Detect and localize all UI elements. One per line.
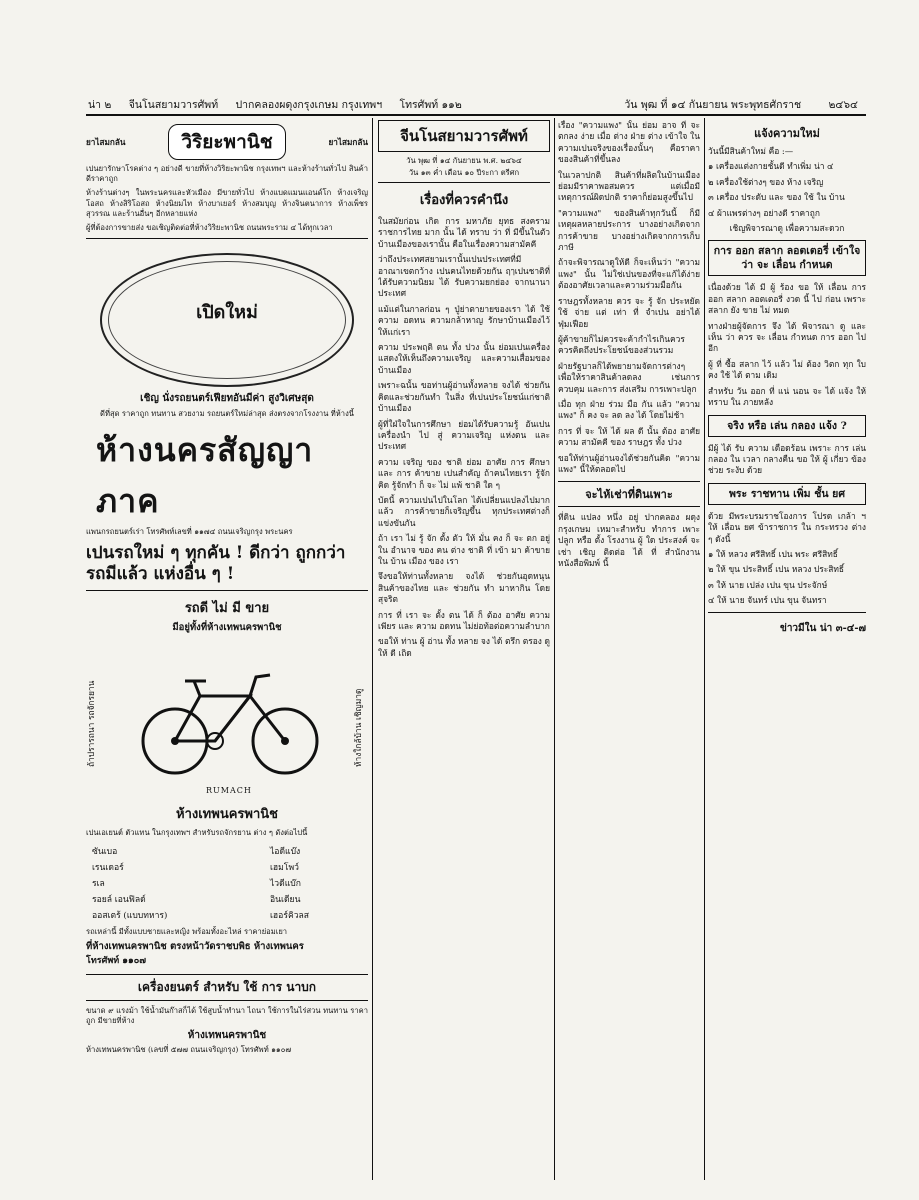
bike-brand-cell: เรนเดอร์ (92, 862, 124, 873)
page-header (88, 96, 858, 113)
dateline-lunar: วัน ๑๓ ค่ำ เดือน ๑๐ ปีระกา ตรีศก (408, 168, 520, 177)
bike-ad-heading: รถดี ไม่ มี ขาย (184, 601, 270, 617)
editorial-paragraph: เพราะฉนั้น ขอท่านผู้อ่านทั้งหลาย จงได้ ช่วยกันคิดและช่วยกันทำ ในสิ่ง ที่เปนประโยชน์แก่ชาติบ้านเมือง (378, 380, 550, 414)
bike-brand-cell: เฮมโพว์ (269, 862, 299, 873)
engine-ad-heading: เครื่องยนตร์ สำหรับ ใช้ การ นาบก (86, 974, 368, 1001)
bike-brand-cell: ไวดีแบ๊ก (269, 878, 301, 889)
bike-shop-footer: ที่ห้างเทพนครพานิช ตรงหน้าวัดราชบพิธ ห้างเทพนคร (86, 940, 304, 952)
divider (708, 612, 866, 613)
bike-brand-label: RUMACH (206, 786, 252, 796)
lottery-notice-box (708, 240, 866, 276)
car-ad-intro: เชิญ นั่งรถยนตร์เฟียทอันมีค่า สูงวิเศษสุด (140, 393, 314, 405)
viriya-body-1: เปนยารักษาโรคต่าง ๆ อย่างดี ขายที่ห้างวิริยะพานิช กรุงเทพฯ และห้างร้านทั่วไป สินค้าดีราคาถูก (86, 164, 368, 184)
viriya-label-right: ยาไสมกลัน (328, 136, 368, 147)
table-row (86, 891, 368, 907)
divider (86, 238, 368, 239)
article-paragraph: เมื่อ ทุก ฝ่าย ร่วม มือ กัน แล้ว "ความแพง" ก็ คง จะ ลด ลง ได้ โดยไม่ช้า (558, 398, 700, 421)
table-row (86, 907, 368, 923)
article-paragraph: ฝ่ายรัฐบาลก็ได้พยายามจัดการต่างๆ เพื่อให้ราคาสินค้าลดลง เช่นการ ควบคุม และการ ส่งเสริม การเพาะปลูก (558, 360, 700, 394)
editorial-paragraph: ถ้า เรา ไม่ รู้ จัก ตั้ง ตัว ให้ มั่น คง ก็ จะ ตก อยู่ ใน อำนาจ ของ คน ต่าง ชาติ ที่ เข้า มา ค้าขาย ใน บ้าน เมือง ของ เรา (378, 533, 550, 566)
notice-title: แจ้งความใหม่ (754, 127, 820, 140)
paper-location: ปากคลองผดุงกรุงเกษม กรุงเทพฯ (235, 99, 383, 111)
editorial-title: เรื่องที่ควรคำนึง (419, 193, 509, 208)
editorial-paragraph: ความ ประพฤติ ตน ทั้ง ปวง นั้น ย่อมเปนเครื่องแสดงให้เห็นถึงความเจริญ และความเสื่อมของบ้านเมือง (378, 342, 550, 375)
paper-name-header: จีนโนสยามวารศัพท์ (128, 99, 219, 111)
promotion-item: ๒ ให้ ขุน ประสิทธิ์ เปน หลวง ประสิทธิ์ (708, 564, 845, 575)
column-notices (708, 120, 866, 1178)
issue-date: วัน พุฒ ที่ ๑๔ กันยายน พระพุทธศักราช (624, 99, 802, 111)
promotion-notice-title: พระ ราชทาน เพิ่ม ชั้น ยศ (728, 487, 846, 500)
engine-ad-body: ขนาด ๙ แรงม้า ใช้น้ำมันก๊าสก็ได้ ใช้สูบน้ำทำนา ไถนา ใช้การในไร่สวน ทนทาน ราคาถูก มีขายที่ห้าง (86, 1005, 368, 1025)
notice-intro: วันนี้มีสินค้าใหม่ คือ :— (708, 146, 794, 156)
bike-shop-desc: เปนเอเยนต์ ตัวแทน ในกรุงเทพฯ สำหรับรถจักรยาน ต่าง ๆ ดังต่อไปนี้ (86, 828, 308, 838)
paper-phone: โทรศัพท์ ๑๑๒ (399, 99, 462, 111)
table-row (86, 875, 368, 891)
article-paragraph: "ความแพง" ของสินค้าทุกวันนี้ ก็มีเหตุผลหลายประการ บางอย่างเกิดจากการค้าขาย บางอย่างเกิดจากการเก็บภาษี (558, 207, 700, 253)
bike-brand-table (86, 843, 368, 923)
editorial-paragraph: ความ เจริญ ของ ชาติ ย่อม อาศัย การ ศึกษา และ การ ค้าขาย เปนสำคัญ ถ้าคนไทยเรา รู้จักคิด รู้จักทำ ก็ จะ ไม่ แพ้ ชาติ ใด ๆ (378, 456, 550, 490)
promotion-paragraph: ด้วย มีพระบรมราชโองการ โปรด เกล้า ฯ ให้ เลื่อน ยศ ข้าราชการ ใน กระทรวง ต่าง ๆ ดังนี้ (708, 510, 866, 544)
bike-brand-cell: เฮอร์คิวลส (269, 910, 310, 921)
bike-brand-cell: ไอดีแบ๊ง (269, 846, 301, 857)
notice-item: ๓ เครื่อง ประดับ และ ของ ใช้ ใน บ้าน (708, 192, 845, 203)
bike-brand-cell: อินเดียน (269, 894, 301, 905)
article-paragraph: ในเวลาปกติ สินค้าที่ผลิตในบ้านเมืองย่อมมีราคาพอสมควร แต่เมื่อมีเหตุการณ์ผิดปกติ ราคาก็ย่อมสูงขึ้นไป (558, 169, 700, 203)
notice-sign: เชิญพิจารณาดู เพื่อความสะดวก (729, 223, 845, 234)
bike-shop-name: ห้างเทพนครพานิช (176, 807, 278, 823)
lottery-notice-title: การ ออก สลาก ลอตเตอรี่ เข้าใจ ว่า จะ เลื่อน กำหนด (713, 245, 861, 272)
editorial-paragraph: ขอให้ ท่าน ผู้ อ่าน ทั้ง หลาย จง ได้ ตรึก ตรอง ดู ให้ ดี เถิด (378, 636, 550, 658)
continued-page-ref: ข่าวมีใน น่า ๓-๔-๗ (779, 622, 866, 634)
editorial-paragraph: การ ที่ เรา จะ ตั้ง ตน ได้ ก็ ต้อง อาศัย ความ เพียร และ ความ อดทน ไม่ย่อท้อต่อความลำบาก (378, 609, 550, 631)
article-paragraph: เรื่อง "ความแพง" นั้น ย่อม อาจ ที่ จะ ตกลง ง่าย เมื่อ ต่าง ฝ่าย ต่าง เข้าใจ ในความเปนจริงของเรื่องนั้นๆ คือราคาของสินค้าที่ขึ้นลง (558, 120, 700, 165)
bike-side-label-right: ห้างใกล้บ้าน เชิญมาดู (353, 689, 363, 768)
bike-footer-note: รถเหล่านี้ มีทั้งแบบชายและหญิง พร้อมทั้งอะไหล่ ราคาย่อมเยา (86, 926, 288, 936)
column-advertisements (86, 120, 368, 1178)
column-editorial (378, 120, 550, 1178)
column-article-continued (558, 120, 700, 1178)
lottery-paragraph: ผู้ ที่ ซื้อ สลาก ไว้ แล้ว ไม่ ต้อง วิตก ทุก ใบ คง ใช้ ได้ ตาม เดิม (708, 358, 866, 381)
new-shop-oval-frame (100, 253, 354, 387)
editorial-paragraph: แม้แต่ในกาลก่อน ๆ ปู่ย่าตายายของเรา ได้ ใช้ ความ อดทน ความกล้าหาญ รักษาบ้านเมืองไว้ให้แก่เรา (378, 303, 550, 337)
bike-illustration-area (86, 637, 368, 797)
article-paragraph: ขอให้ท่านผู้อ่านจงได้ช่วยกันคิด "ความแพง" นี้ให้ตลอดไป (558, 452, 700, 474)
shop-address-line: แพนกรถยนตร์เร่า โทรศัพท์เลขที่ ๑๑๗๔ ถนนเจริญกรุง พระนคร (86, 526, 293, 536)
viriya-brand-logo: วิริยะพานิช (168, 124, 285, 160)
viriya-body-2: ห้างร้านต่างๆ ในพระนครและหัวเมือง มีขายทั่วไป ห้างแบดแมนแอนด์โก ห้างเจริญโอสถ ห้างสิริโอสถ ห้างนิยมไท ห้างบาเยอร์ ห้างสมบุญ ห้างจินตนาการ ห้างเพ็ชรสุวรรณ และร้านอื่นๆ อีกหลายแห่ง (86, 188, 368, 218)
promotion-notice-box (708, 483, 866, 505)
lottery-paragraph: สำหรับ วัน ออก ที่ แน่ นอน จะ ได้ แจ้ง ให้ ทราบ ใน ภายหลัง (708, 385, 866, 408)
bike-brand-cell: ซันเบอ (92, 846, 118, 857)
drum-notice-title: จริง หรือ เล่น กลอง แจ้ง ? (727, 419, 847, 432)
editorial-paragraph: ผู้ที่ใฝ่ใจในการศึกษา ย่อมได้รับความรู้ อันเปนเครื่องนำ ไป สู่ ความเจริญ แห่งตน และ ประเทศ (378, 418, 550, 452)
promotion-item: ๓ ให้ นาย เปล่ง เปน ขุน ประจักษ์ (708, 579, 828, 590)
header-rule (86, 114, 866, 116)
column-rule-1 (372, 118, 373, 1180)
bike-brand-cell: รเล (92, 878, 105, 889)
table-row (86, 859, 368, 875)
viriya-label-left: ยาไสมกลัน (86, 136, 126, 147)
bike-phone-footer: โทรศัพท์ ๑๑๐๗ (86, 956, 146, 967)
new-shop-oval-text: เปิดใหม่ (196, 302, 258, 324)
masthead-dateline (378, 155, 550, 183)
bike-brand-cell: ออสเตร้ (แบบทหาร) (92, 910, 168, 921)
lottery-paragraph: ทางฝ่ายผู้จัดการ จึง ได้ พิจารณา ดู และ เห็น ว่า ควร จะ เลื่อน กำหนด การ ออก ไป อีก (708, 320, 866, 354)
promotion-item: ๔ ให้ นาย จันทร์ เปน ขุน จันทรา (708, 595, 827, 606)
bike-ad-caption: มีอยู่ทั้งที่ห้างเทพนครพานิช (172, 622, 282, 634)
article-paragraph: ถ้าจะพิจารณาดูให้ดี ก็จะเห็นว่า "ความแพง" นั้น ไม่ใช่เปนของที่จะแก้ได้ง่าย ต้องอาศัยเวลาและความร่วมมือกัน (558, 257, 700, 291)
car-slogan: เปนรถใหม่ ๆ ทุกคัน ! ดีกว่า ถูกกว่า รถมีแล้ว แห่งอื่น ๆ ! (86, 543, 346, 585)
car-ad-body: ดีที่สุด ราคาถูก ทนทาน สวยงาม รถยนตร์ใหม่ล่าสุด ส่งตรงจากโรงงาน ที่ห้างนี้ (100, 408, 354, 418)
column-rule-3 (704, 118, 705, 1180)
article-paragraph: ผู้ค้าขายก็ไม่ควรจะค้ากำไรเกินควร ควรคิดถึงประโยชน์ของส่วนรวม (558, 333, 685, 356)
bike-brand-cell: รอยล์ เอนฟิลด์ (92, 894, 146, 905)
bicycle-icon (130, 641, 330, 791)
masthead: จีนโนสยามวารศัพท์ (378, 120, 550, 152)
divider (86, 590, 368, 591)
promotion-item: ๑ ให้ หลวง ศรีสิทธิ์ เปน พระ ศรีสิทธิ์ (708, 548, 838, 559)
land-rent-body: ที่ดิน แปลง หนึ่ง อยู่ ปากคลอง ผดุงกรุงเกษม เหมาะสำหรับ ทำการ เพาะ ปลูก หรือ ตั้ง โรงงาน ผู้ ใด ประสงค์ จะ เช่า เชิญ ติดต่อ ได้ ที่ สำนักงาน หนังสือพิมพ์ นี้ (558, 512, 700, 568)
shop-big-title: ห้างนครสัญญาภาค (96, 430, 314, 520)
bike-side-label-left: ถ้าปรารถนา รถจักรยาน (86, 681, 96, 768)
dateline-gregorian: วัน พุฒ ที่ ๑๔ กันยายน พ.ศ. ๒๔๖๔ (406, 156, 522, 165)
notice-item: ๑ เครื่องแต่งกายชั้นดี ทำเพิ่ม น่า ๔ (708, 161, 834, 172)
land-rent-heading: จะไห้เช่าที่ดินเพาะ (558, 481, 700, 507)
lottery-paragraph: เนื่องด้วย ได้ มี ผู้ ร้อง ขอ ให้ เลื่อน การ ออก สลาก ลอตเตอรี่ งวด นี้ ไป ก่อน เพราะ สลาก ยัง ขาย ไม่ หมด (708, 282, 866, 316)
page-number-left: น่า ๒ (88, 99, 112, 111)
viriya-ad-header (86, 124, 368, 160)
editorial-paragraph: จึงขอให้ท่านทั้งหลาย จงได้ ช่วยกันอุดหนุนสินค้าของไทย และ ช่วยกัน ทำ มาหากิน โดย สุจริต (378, 571, 550, 605)
editorial-paragraph: ว่าถึงประเทศสยามเรานั้นเปนประเทศที่มีอาณาเขตกว้าง เปนคนไทยด้วยกัน ฤๅเปนชาติที่ได้รับความนิยม ได้ รับความยกย่อง จากนานาประเทศ (378, 254, 550, 299)
engine-ad-shop: ห้างเทพนครพานิช (187, 1030, 267, 1042)
table-row (86, 843, 368, 859)
notice-item: ๒ เครื่องใช้ต่างๆ ของ ห้าง เจริญ (708, 176, 824, 187)
engine-ad-footer: ห้างเทพนครพานิช (เลขที่ ๕๗๗ ถนนเจริญกรุง) โทรศัพท์ ๑๑๐๗ (86, 1045, 292, 1055)
column-rule-2 (554, 118, 555, 1180)
editorial-paragraph: ในสมัยก่อน เกิด การ มหาภัย ยุทธ สงคราม ราชการไทย มาก นั้น ได้ ทราบ ว่า ที่ มีขึ้นในตัวบ้านเมืองของเรานั้น คือในเรื่องความสามัคคี (378, 216, 550, 249)
drum-notice-body: มีผู้ ได้ รับ ความ เดือดร้อน เพราะ การ เล่น กลอง ใน เวลา กลางคืน ขอ ให้ ผู้ เกี่ยว ข้อง ช่วย ระงับ ด้วย (708, 442, 866, 476)
drum-notice-box (708, 415, 866, 437)
issue-year: ๒๔๖๔ (828, 99, 858, 111)
editorial-paragraph: บัดนี้ ความเปนไปในโลก ได้เปลี่ยนแปลงไปมากแล้ว การค้าขายก็เจริญขึ้น ทุกประเทศต่างก็แข่งขันกัน (378, 494, 550, 528)
viriya-body-3: ผู้ที่ต้องการขายส่ง ขอเชิญติดต่อที่ห้างวิริยะพานิช ถนนพระราม ๔ ได้ทุกเวลา (86, 223, 333, 233)
notice-item: ๔ ผ้าแพรต่างๆ อย่างดี ราคาถูก (708, 207, 820, 218)
article-paragraph: การ ที่ จะ ให้ ได้ ผล ดี นั้น ต้อง อาศัย ความ สามัคคี ของ ราษฎร ทั้ง ปวง (558, 425, 700, 448)
article-paragraph: ราษฎรทั้งหลาย ควร จะ รู้ จัก ประหยัด ใช้ จ่าย แต่ เท่า ที่ จำเปน อย่าได้ฟุ่มเฟือย (558, 295, 700, 329)
